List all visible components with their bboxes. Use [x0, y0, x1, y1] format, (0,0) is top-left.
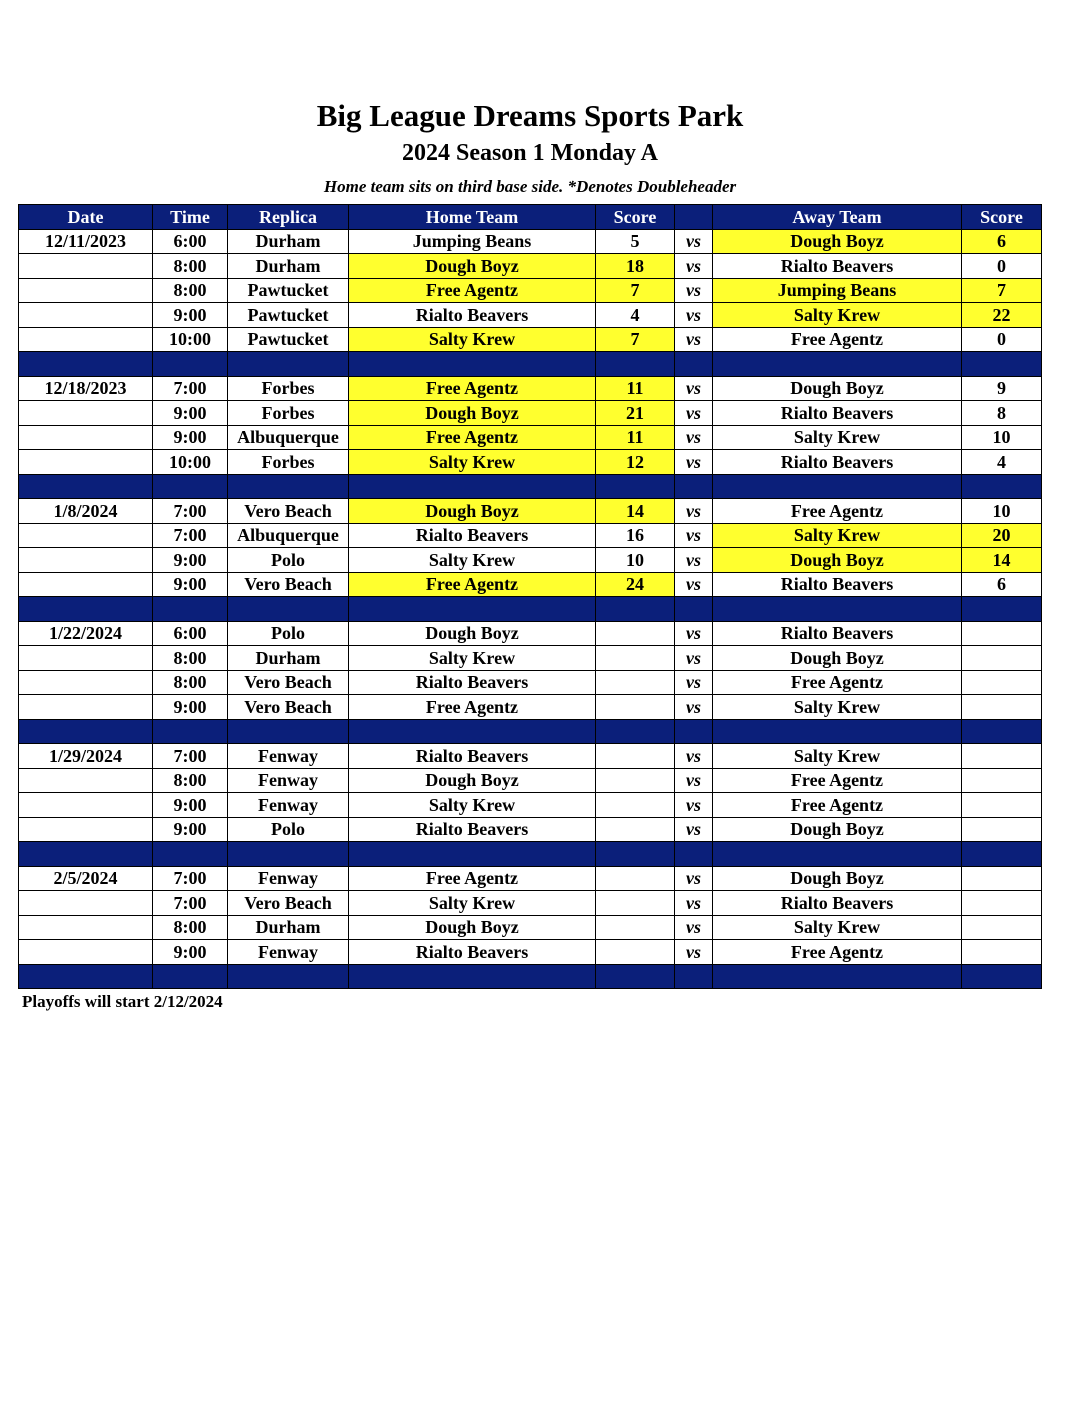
game-time: 7:00	[153, 891, 228, 916]
game-field: Polo	[228, 621, 349, 646]
game-field: Polo	[228, 817, 349, 842]
game-row	[19, 670, 1042, 695]
game-field: Fenway	[228, 940, 349, 965]
home-score: 21	[596, 401, 675, 426]
schedule-note: Home team sits on third base side. *Denotes Doubleheader	[323, 177, 737, 196]
game-date	[19, 548, 153, 573]
away-score: 20	[962, 523, 1042, 548]
away-team: Free Agentz	[713, 940, 962, 965]
vs-label: vs	[675, 940, 713, 965]
away-score	[962, 891, 1042, 916]
vs-label: vs	[675, 548, 713, 573]
separator-cell	[228, 842, 349, 867]
game-time: 7:00	[153, 376, 228, 401]
separator-cell	[713, 474, 962, 499]
game-field: Forbes	[228, 376, 349, 401]
vs-label: vs	[675, 621, 713, 646]
game-date	[19, 401, 153, 426]
vs-label: vs	[675, 866, 713, 891]
home-team: Salty Krew	[349, 646, 596, 671]
page-subtitle: 2024 Season 1 Monday A	[401, 140, 659, 166]
game-row	[19, 940, 1042, 965]
home-score: 5	[596, 229, 675, 254]
game-field: Fenway	[228, 744, 349, 769]
game-row	[19, 646, 1042, 671]
home-score: 12	[596, 450, 675, 475]
game-date	[19, 793, 153, 818]
game-row	[19, 278, 1042, 303]
game-time: 7:00	[153, 499, 228, 524]
game-time: 9:00	[153, 793, 228, 818]
separator-cell	[228, 474, 349, 499]
separator-cell	[349, 964, 596, 989]
game-time: 8:00	[153, 915, 228, 940]
game-field: Fenway	[228, 768, 349, 793]
week-separator-row	[19, 964, 1042, 989]
home-team: Dough Boyz	[349, 254, 596, 279]
game-time: 9:00	[153, 940, 228, 965]
away-score	[962, 915, 1042, 940]
column-header-replica: Replica	[228, 205, 349, 230]
separator-cell	[19, 842, 153, 867]
home-team: Rialto Beavers	[349, 523, 596, 548]
home-score	[596, 768, 675, 793]
game-time: 9:00	[153, 425, 228, 450]
game-time: 6:00	[153, 621, 228, 646]
separator-cell	[962, 842, 1042, 867]
separator-cell	[228, 597, 349, 622]
vs-label: vs	[675, 499, 713, 524]
away-score	[962, 695, 1042, 720]
separator-cell	[713, 842, 962, 867]
vs-label: vs	[675, 695, 713, 720]
vs-label: vs	[675, 817, 713, 842]
separator-cell	[349, 474, 596, 499]
home-team: Free Agentz	[349, 376, 596, 401]
page-title: Big League Dreams Sports Park	[316, 98, 744, 133]
home-team: Free Agentz	[349, 572, 596, 597]
home-score	[596, 817, 675, 842]
away-team: Salty Krew	[713, 523, 962, 548]
separator-cell	[19, 719, 153, 744]
game-row	[19, 425, 1042, 450]
away-team: Rialto Beavers	[713, 572, 962, 597]
game-row	[19, 891, 1042, 916]
column-header-away-team: Away Team	[713, 205, 962, 230]
game-time: 7:00	[153, 523, 228, 548]
separator-cell	[19, 474, 153, 499]
week-separator-row	[19, 597, 1042, 622]
vs-label: vs	[675, 254, 713, 279]
game-field: Fenway	[228, 866, 349, 891]
away-score	[962, 768, 1042, 793]
game-date	[19, 817, 153, 842]
schedule-table	[18, 204, 1042, 989]
home-team: Free Agentz	[349, 695, 596, 720]
vs-label: vs	[675, 670, 713, 695]
home-team: Dough Boyz	[349, 621, 596, 646]
separator-cell	[153, 352, 228, 377]
away-team: Salty Krew	[713, 744, 962, 769]
home-score: 11	[596, 376, 675, 401]
game-row	[19, 915, 1042, 940]
game-time: 10:00	[153, 450, 228, 475]
home-team: Free Agentz	[349, 866, 596, 891]
header-row	[19, 205, 1042, 230]
away-score: 0	[962, 254, 1042, 279]
away-team: Salty Krew	[713, 915, 962, 940]
vs-label: vs	[675, 744, 713, 769]
game-date: 1/8/2024	[19, 499, 153, 524]
week-separator-row	[19, 474, 1042, 499]
away-score: 10	[962, 499, 1042, 524]
away-score: 4	[962, 450, 1042, 475]
game-field: Durham	[228, 229, 349, 254]
home-score	[596, 621, 675, 646]
away-score	[962, 793, 1042, 818]
away-team: Salty Krew	[713, 303, 962, 328]
home-team: Salty Krew	[349, 793, 596, 818]
home-score: 24	[596, 572, 675, 597]
game-date	[19, 278, 153, 303]
game-row	[19, 327, 1042, 352]
home-team: Rialto Beavers	[349, 817, 596, 842]
away-team: Dough Boyz	[713, 229, 962, 254]
home-team: Dough Boyz	[349, 401, 596, 426]
home-score: 14	[596, 499, 675, 524]
game-date: 2/5/2024	[19, 866, 153, 891]
away-score: 6	[962, 572, 1042, 597]
home-score	[596, 695, 675, 720]
game-row	[19, 866, 1042, 891]
away-score	[962, 646, 1042, 671]
home-score	[596, 940, 675, 965]
away-score	[962, 940, 1042, 965]
away-score	[962, 621, 1042, 646]
vs-label: vs	[675, 425, 713, 450]
separator-cell	[713, 964, 962, 989]
home-score: 16	[596, 523, 675, 548]
game-row	[19, 817, 1042, 842]
game-time: 7:00	[153, 744, 228, 769]
home-score: 7	[596, 278, 675, 303]
separator-cell	[153, 964, 228, 989]
away-team: Free Agentz	[713, 670, 962, 695]
separator-cell	[19, 352, 153, 377]
vs-label: vs	[675, 523, 713, 548]
separator-cell	[596, 352, 675, 377]
game-field: Forbes	[228, 450, 349, 475]
game-time: 9:00	[153, 817, 228, 842]
game-field: Forbes	[228, 401, 349, 426]
column-header-home-team: Home Team	[349, 205, 596, 230]
game-time: 8:00	[153, 278, 228, 303]
separator-cell	[228, 719, 349, 744]
game-field: Vero Beach	[228, 499, 349, 524]
away-score: 8	[962, 401, 1042, 426]
game-time: 9:00	[153, 548, 228, 573]
separator-cell	[962, 964, 1042, 989]
game-date	[19, 450, 153, 475]
separator-cell	[962, 352, 1042, 377]
column-header-away-score: Score	[962, 205, 1042, 230]
separator-cell	[153, 474, 228, 499]
separator-cell	[962, 719, 1042, 744]
home-score: 10	[596, 548, 675, 573]
vs-label: vs	[675, 450, 713, 475]
vs-label: vs	[675, 278, 713, 303]
game-date	[19, 523, 153, 548]
week-separator-row	[19, 352, 1042, 377]
away-score: 22	[962, 303, 1042, 328]
separator-cell	[713, 352, 962, 377]
home-score: 11	[596, 425, 675, 450]
home-team: Salty Krew	[349, 891, 596, 916]
vs-label: vs	[675, 229, 713, 254]
week-separator-row	[19, 719, 1042, 744]
separator-cell	[675, 474, 713, 499]
separator-cell	[228, 352, 349, 377]
game-field: Albuquerque	[228, 523, 349, 548]
game-row	[19, 254, 1042, 279]
separator-cell	[713, 719, 962, 744]
separator-cell	[153, 842, 228, 867]
away-team: Rialto Beavers	[713, 621, 962, 646]
game-time: 7:00	[153, 866, 228, 891]
game-row	[19, 229, 1042, 254]
game-date	[19, 670, 153, 695]
game-field: Vero Beach	[228, 670, 349, 695]
game-row	[19, 572, 1042, 597]
away-team: Dough Boyz	[713, 646, 962, 671]
game-date	[19, 327, 153, 352]
separator-cell	[349, 719, 596, 744]
game-time: 8:00	[153, 646, 228, 671]
separator-cell	[675, 842, 713, 867]
game-time: 8:00	[153, 768, 228, 793]
home-team: Rialto Beavers	[349, 940, 596, 965]
home-team: Dough Boyz	[349, 915, 596, 940]
away-team: Free Agentz	[713, 768, 962, 793]
game-field: Pawtucket	[228, 303, 349, 328]
separator-cell	[596, 474, 675, 499]
game-date	[19, 891, 153, 916]
away-score: 9	[962, 376, 1042, 401]
away-team: Rialto Beavers	[713, 401, 962, 426]
away-score: 6	[962, 229, 1042, 254]
home-score	[596, 793, 675, 818]
game-row	[19, 768, 1042, 793]
away-team: Dough Boyz	[713, 376, 962, 401]
away-score: 14	[962, 548, 1042, 573]
game-time: 8:00	[153, 254, 228, 279]
schedule-body	[19, 229, 1042, 989]
game-date	[19, 425, 153, 450]
game-field: Albuquerque	[228, 425, 349, 450]
home-score	[596, 915, 675, 940]
game-field: Durham	[228, 254, 349, 279]
separator-cell	[153, 719, 228, 744]
separator-cell	[349, 352, 596, 377]
game-date	[19, 768, 153, 793]
away-team: Rialto Beavers	[713, 891, 962, 916]
game-time: 9:00	[153, 303, 228, 328]
week-separator-row	[19, 842, 1042, 867]
game-row	[19, 523, 1042, 548]
home-team: Rialto Beavers	[349, 744, 596, 769]
home-team: Free Agentz	[349, 425, 596, 450]
vs-label: vs	[675, 327, 713, 352]
game-date: 12/11/2023	[19, 229, 153, 254]
away-team: Rialto Beavers	[713, 450, 962, 475]
separator-cell	[962, 597, 1042, 622]
vs-label: vs	[675, 768, 713, 793]
column-header-date: Date	[19, 205, 153, 230]
away-score: 10	[962, 425, 1042, 450]
game-row	[19, 695, 1042, 720]
separator-cell	[596, 842, 675, 867]
home-team: Rialto Beavers	[349, 670, 596, 695]
game-date	[19, 646, 153, 671]
separator-cell	[675, 964, 713, 989]
home-score: 18	[596, 254, 675, 279]
game-time: 8:00	[153, 670, 228, 695]
game-date	[19, 695, 153, 720]
game-row	[19, 793, 1042, 818]
vs-label: vs	[675, 303, 713, 328]
home-score: 7	[596, 327, 675, 352]
vs-label: vs	[675, 401, 713, 426]
home-team: Salty Krew	[349, 327, 596, 352]
game-row	[19, 548, 1042, 573]
home-team: Jumping Beans	[349, 229, 596, 254]
away-score	[962, 817, 1042, 842]
game-time: 9:00	[153, 572, 228, 597]
vs-label: vs	[675, 376, 713, 401]
away-team: Salty Krew	[713, 695, 962, 720]
game-time: 9:00	[153, 401, 228, 426]
home-score	[596, 744, 675, 769]
vs-label: vs	[675, 572, 713, 597]
game-date: 1/29/2024	[19, 744, 153, 769]
away-score: 0	[962, 327, 1042, 352]
game-field: Pawtucket	[228, 327, 349, 352]
separator-cell	[962, 474, 1042, 499]
separator-cell	[675, 597, 713, 622]
vs-label: vs	[675, 793, 713, 818]
game-field: Pawtucket	[228, 278, 349, 303]
game-row	[19, 499, 1042, 524]
game-field: Durham	[228, 915, 349, 940]
game-time: 9:00	[153, 695, 228, 720]
separator-cell	[19, 597, 153, 622]
separator-cell	[675, 719, 713, 744]
game-date: 1/22/2024	[19, 621, 153, 646]
game-date	[19, 254, 153, 279]
away-score	[962, 670, 1042, 695]
game-field: Fenway	[228, 793, 349, 818]
game-row	[19, 621, 1042, 646]
away-team: Dough Boyz	[713, 548, 962, 573]
away-score	[962, 866, 1042, 891]
home-team: Dough Boyz	[349, 499, 596, 524]
home-team: Dough Boyz	[349, 768, 596, 793]
game-row	[19, 376, 1042, 401]
away-team: Free Agentz	[713, 327, 962, 352]
separator-cell	[596, 597, 675, 622]
away-team: Salty Krew	[713, 425, 962, 450]
away-team: Dough Boyz	[713, 817, 962, 842]
home-team: Salty Krew	[349, 548, 596, 573]
game-row	[19, 744, 1042, 769]
separator-cell	[153, 597, 228, 622]
game-row	[19, 303, 1042, 328]
separator-cell	[713, 597, 962, 622]
vs-label: vs	[675, 915, 713, 940]
game-field: Vero Beach	[228, 891, 349, 916]
game-field: Durham	[228, 646, 349, 671]
away-team: Free Agentz	[713, 499, 962, 524]
away-score: 7	[962, 278, 1042, 303]
column-header-time: Time	[153, 205, 228, 230]
away-score	[962, 744, 1042, 769]
playoffs-note: Playoffs will start 2/12/2024	[22, 992, 223, 1011]
separator-cell	[596, 719, 675, 744]
home-score	[596, 891, 675, 916]
column-header-home-score: Score	[596, 205, 675, 230]
game-time: 6:00	[153, 229, 228, 254]
separator-cell	[349, 597, 596, 622]
game-date	[19, 915, 153, 940]
home-score	[596, 646, 675, 671]
game-date	[19, 303, 153, 328]
game-time: 10:00	[153, 327, 228, 352]
home-team: Salty Krew	[349, 450, 596, 475]
separator-cell	[228, 964, 349, 989]
column-header-vs	[675, 205, 713, 230]
separator-cell	[596, 964, 675, 989]
home-score	[596, 866, 675, 891]
away-team: Free Agentz	[713, 793, 962, 818]
separator-cell	[19, 964, 153, 989]
game-date	[19, 572, 153, 597]
home-score	[596, 670, 675, 695]
game-row	[19, 450, 1042, 475]
vs-label: vs	[675, 891, 713, 916]
away-team: Jumping Beans	[713, 278, 962, 303]
home-team: Rialto Beavers	[349, 303, 596, 328]
game-field: Vero Beach	[228, 572, 349, 597]
game-field: Polo	[228, 548, 349, 573]
away-team: Rialto Beavers	[713, 254, 962, 279]
home-score: 4	[596, 303, 675, 328]
separator-cell	[349, 842, 596, 867]
home-team: Free Agentz	[349, 278, 596, 303]
separator-cell	[675, 352, 713, 377]
away-team: Dough Boyz	[713, 866, 962, 891]
game-date	[19, 940, 153, 965]
game-field: Vero Beach	[228, 695, 349, 720]
game-date: 12/18/2023	[19, 376, 153, 401]
vs-label: vs	[675, 646, 713, 671]
game-row	[19, 401, 1042, 426]
